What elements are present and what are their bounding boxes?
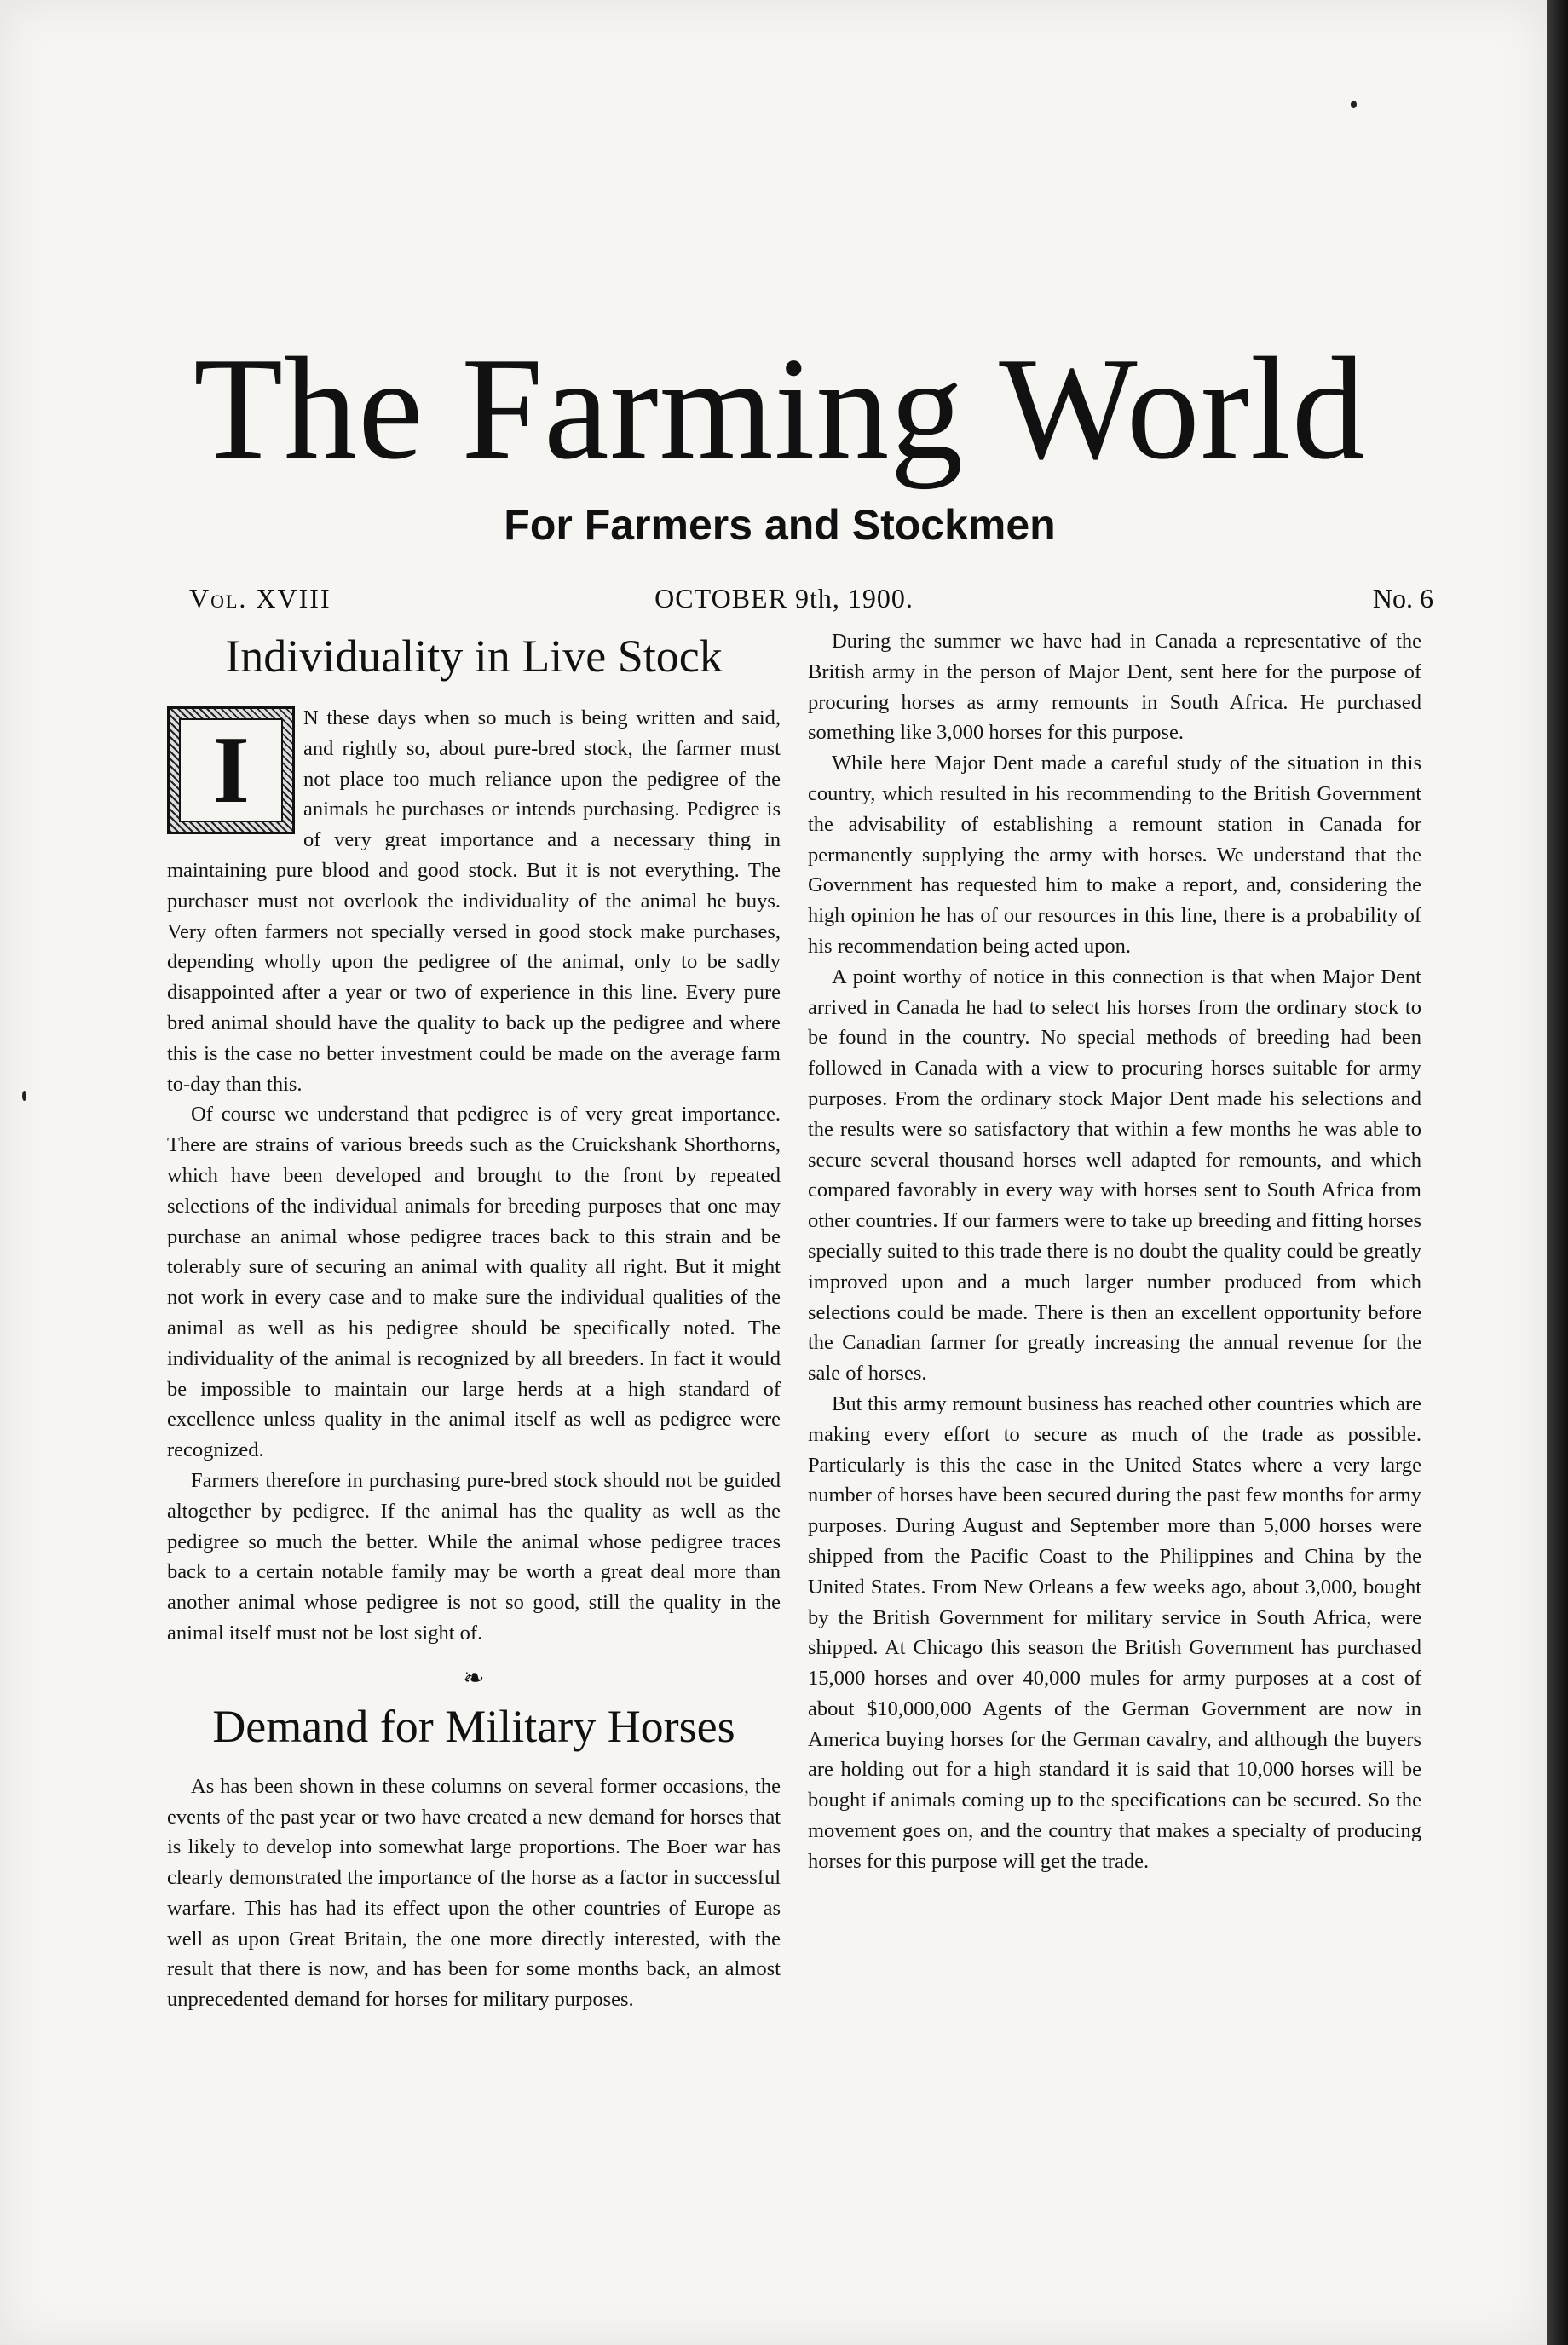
article-paragraph: As has been shown in these columns on several former occasions, the events of the past year or two have created a new demand for horses that is likely to develop into somewhat large proportions. The Boer war has clearly demonstrated the importance of the horse as a factor in successful warfare. This has had its effect upon the other countries of Europe as well as upon Great Britain, the one more directly interested, with the result that there is now, and has been for some months back, an almost unprecedented demand for horses for military purposes. [167,1774,781,2012]
ink-speck [22,1091,26,1101]
masthead-title: The Farming World [193,328,1366,490]
article-paragraph: Farmers therefore in purchasing pure-bred stock should not be guided altogether by pedigree. If the animal has the quality as well as the pedigree so much the better. While the animal whose pedigree traces back to a certain notable family may be worth a great deal more than another animal whose pedigree is not so good, still the quality in the animal itself must not be lost sight of. [167,1468,781,1645]
article-headline-military-horses: Demand for Military Horses [212,1700,735,1752]
ornamental-initial-frame [179,718,283,822]
article-paragraph: While here Major Dent made a careful study of the situation in this country, which resulted in his recommending to the British Government the advisability of establishing a remount station in Canada for permanently supplying the army with horses. We understand that the Government has requested him to make a report, and, considering the high opinion he has of our resources in this line, there is a probability of his recommendation being acted upon. [808,752,1421,958]
ornamental-initial [167,706,295,834]
issue-date: OCTOBER 9th, 1900. [654,583,914,614]
article-paragraph: Of course we understand that pedigree is of very great importance. There are strains of various breeds such as the Cruickshank Shorthorns, which have been developed and brought to the front by repeated selections of the individual animals for breeding purposes that one may purchase an animal whose pedigree traces back to this strain and be tolerably sure of securing an animal with quality all right. But it might not work in every case and to make sure the individual qualities of the animal as well as his pedigree should be specifically noted. The individuality of the animal is recognized by all breeders. In fact it would be impossible to maintain our large herds at a high standard of excellence unless quality in the animal itself as well as pedigree were recognized. [167,1103,781,1462]
drop-cap-letter: I [212,717,250,823]
volume-number: Vol. XVIII [189,583,331,614]
masthead-subtitle: For Farmers and Stockmen [504,501,1056,549]
article-paragraph: During the summer we have had in Canada a representative of the British army in the person of Major Dent, sent here for the purpose of procuring horses as army remounts in South Africa. He purchased something like 3,000 horses for this purpose. [808,630,1421,745]
issue-number: No. 6 [1372,583,1433,614]
article-headline-individuality: Individuality in Live Stock [225,631,723,682]
right-column [808,626,1421,1877]
article-paragraph: N these days when so much is being written and said, and rightly so, about pure-bred stock, the farmer must not place too much reliance upon the pedigree of the animals he purchases or intends purchasing. Pedigree is of very great importance and a necessary thing in maintaining pure blood and good stock. But it is not everything. The purchaser must not overlook the individuality of the animal he buys. Very often farmers not specially versed in good stock make purchases, depending wholly upon the pedigree of the animal, only to be sadly disappointed after a year or two of experience in this line. Every pure bred animal should have the quality to back up the pedigree and where this is the case no better investment could be made on the average farm to-day than this. [167,706,781,1096]
ink-speck [1351,101,1357,108]
article-paragraph: A point worthy of notice in this connection is that when Major Dent arrived in Canada he had to select his horses from the ordinary stock to be found in the country. No special methods of breeding had been followed in Canada with a view to procuring horses suitable for army purposes. From the ordinary stock Major Dent made his selections and the results were so satisfactory that within a few months he was able to secure several thousand horses well adapted for remounts, and which compared favorably in every way with horses sent to South Africa from other countries. If our farmers were to take up breeding and fitting horses specially suited to this trade there is no doubt the quality could be greatly improved upon and a much larger number produced from which selections could be made. There is then an excellent opportunity before the Canadian farmer for greatly increasing the annual revenue for the sale of horses. [808,965,1421,1386]
section-ornament: ❧ [463,1663,485,1692]
scan-border [1547,0,1568,2345]
article-paragraph: But this army remount business has reached other countries which are making every effort to secure as much of the trade as possible. Particularly is this the case in the United States where a very large number of horses have been secured during the past few months for army purposes. During August and September more than 5,000 horses were shipped from the Pacific Coast to the Philippines and China by the United States. From New Orleans a few weeks ago, about 3,000, bought by the British Government for military service in South Africa, were shipped. At Chicago this season the British Government has purchased 15,000 horses and over 40,000 mules for army purposes at a cost of about $10,000,000 Agents of the German Government are now in America buying horses for the German cavalry, and although the buyers are holding out for a high standard it is said that 10,000 horses will be bought if animals coming up to the specifications can be secured. So the movement goes on, and the country that makes a specialty of producing horses for this purpose will get the trade. [808,1391,1421,1873]
left-column [167,626,781,2015]
